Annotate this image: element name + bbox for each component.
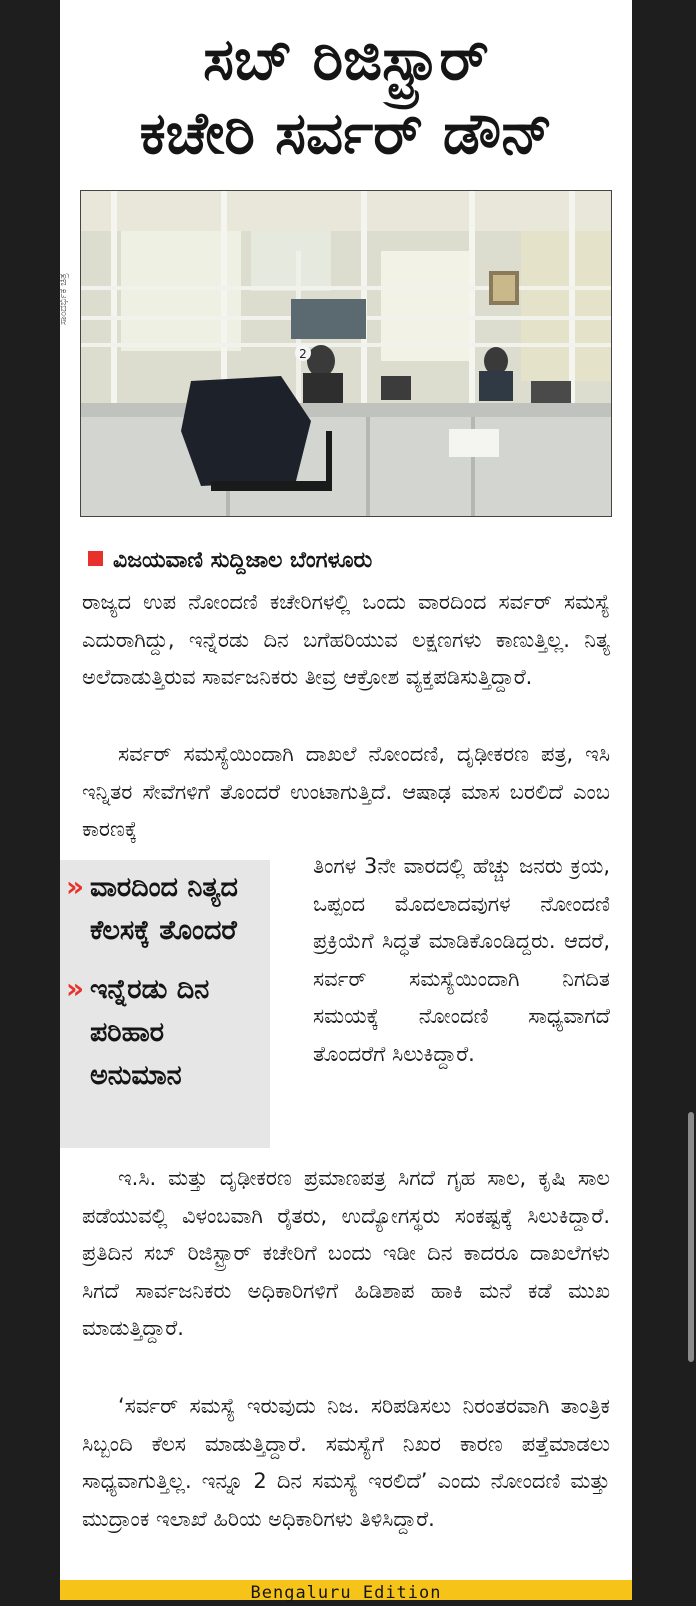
photo-credit: ಸಾಂದರ್ಭಿಕ ಚಿತ್ರ: [58, 273, 69, 325]
pullquote-text: ವಾರದಿಂದ ನಿತ್ಯದ ಕೆಲಸಕ್ಕೆ ತೊಂದರೆ: [90, 872, 238, 946]
paragraph-4: ‘ಸರ್ವರ್ ಸಮಸ್ಯೆ ಇರುವುದು ನಿಜ. ಸರಿಪಡಿಸಲು ನಿರಂತರವಾಗಿ ತಾಂತ್ರಿಕ ಸಿಬ್ಬಂದಿ ಕೆಲಸ ಮಾಡುತ್ತಿದ್ದಾರೆ. ಸಮಸ್ಯೆಗೆ ನಿಖರ ಕಾರಣ ಪತ್ತೆಮಾಡಲು ಸಾಧ್ಯವಾಗುತ್ತಿಲ್ಲ. ಇನ್ನೂ 2 ದಿನ ಸಮಸ್ಯೆ ಇರಲಿದೆ’ ಎಂದು ನೋಂದಣಿ ಮತ್ತು ಮುದ್ರಾಂಕ ಇಲಾಖೆ ಹಿರಿಯ ಅಧಿಕಾರಿಗಳು ತಿಳಿಸಿದ್ದಾರೆ.: [82, 1394, 610, 1531]
dateline: [88, 548, 372, 578]
headline-line-2: ಕಚೇರಿ ಸರ್ವರ್ ಡೌನ್: [139, 99, 553, 167]
paragraph-1: ರಾಜ್ಯದ ಉಪ ನೋಂದಣಿ ಕಚೇರಿಗಳಲ್ಲಿ ಒಂದು ವಾರದಿಂದ ಸರ್ವರ್ ಸಮಸ್ಯೆ ಎದುರಾಗಿದ್ದು, ಇನ್ನೆರಡು ದಿನ ಬಗೆಹರಿಯುವ ಲಕ್ಷಣಗಳು ಕಾಣುತ್ತಿಲ್ಲ. ನಿತ್ಯ ಅಲೆದಾಡುತ್ತಿರುವ ಸಾರ್ವಜನಿಕರು ತೀವ್ರ ಆಕ್ರೋಶ ವ್ಯಕ್ತಪಡಿಸುತ್ತಿದ್ದಾರೆ.: [82, 590, 610, 689]
pullquote-box: [60, 860, 270, 1148]
chevron-right-icon: »: [66, 870, 85, 903]
newspaper-clipping: [58, 0, 632, 1603]
chevron-right-icon: »: [66, 972, 85, 1005]
edition-footer: [60, 1580, 632, 1603]
paragraph-2-continued: ತಿಂಗಳ 3ನೇ ವಾರದಲ್ಲಿ ಹೆಚ್ಚು ಜನರು ಕ್ರಯ, ಒಪ್ಪಂದ ಮೊದಲಾದವುಗಳ ನೋಂದಣಿ ಪ್ರಕ್ರಿಯೆಗೆ ಸಿದ್ಧತೆ ಮಾಡಿಕೊಂಡಿದ್ದರು. ಆದರೆ, ಸರ್ವರ್ ಸಮಸ್ಯೆಯಿಂದಾಗಿ ನಿಗದಿತ ಸಮಯಕ್ಕೆ ನೋಂದಣಿ ಸಾಧ್ಯವಾಗದೆ ತೊಂದರೆಗೆ ಸಿಲುಕಿದ್ದಾರೆ.: [313, 854, 610, 1066]
pullquote-item: [66, 866, 262, 952]
office-photo-illustration: [81, 191, 611, 516]
pullquote-text: ಇನ್ನೆರಡು ದಿನ ಪರಿಹಾರ ಅನುಮಾನ: [90, 974, 210, 1091]
paragraph-2: ಸರ್ವರ್ ಸಮಸ್ಯೆಯಿಂದಾಗಿ ದಾಖಲೆ ನೋಂದಣಿ, ದೃಢೀಕರಣ ಪತ್ರ, ಇಸಿ ಇನ್ನಿತರ ಸೇವೆಗಳಿಗೆ ತೊಂದರೆ ಉಂಟಾಗುತ್ತಿದೆ. ಆಷಾಢ ಮಾಸ ಬರಲಿದೆ ಎಂಬ ಕಾರಣಕ್ಕೆ: [82, 742, 610, 841]
headline-line-1: ಸಬ್ ರಿಜಿಸ್ಟ್ರಾರ್: [203, 25, 489, 93]
scrollbar[interactable]: [688, 1112, 694, 1362]
edition-label: Bengaluru Edition: [250, 1583, 442, 1603]
office-photo: [80, 190, 612, 517]
dateline-text: ವಿಜಯವಾಣಿ ಸುದ್ದಿಜಾಲ ಬೆಂಗಳೂರು: [113, 548, 373, 573]
paragraph-3: ಇ.ಸಿ. ಮತ್ತು ದೃಢೀಕರಣ ಪ್ರಮಾಣಪತ್ರ ಸಿಗದೆ ಗೃಹ ಸಾಲ, ಕೃಷಿ ಸಾಲ ಪಡೆಯುವಲ್ಲಿ ವಿಳಂಬವಾಗಿ ರೈತರು, ಉದ್ಯೋಗಸ್ಥರು ಸಂಕಷ್ಟಕ್ಕೆ ಸಿಲುಕಿದ್ದಾರೆ. ಪ್ರತಿದಿನ ಸಬ್ ರಿಜಿಸ್ಟ್ರಾರ್ ಕಚೇರಿಗೆ ಬಂದು ಇಡೀ ದಿನ ಕಾದರೂ ದಾಖಲೆಗಳು ಸಿಗದೆ ಸಾರ್ವಜನಿಕರು ಅಧಿಕಾರಿಗಳಿಗೆ ಹಿಡಿಶಾಪ ಹಾಕಿ ಮನೆ ಕಡೆ ಮುಖ ಮಾಡುತ್ತಿದ್ದಾರೆ.: [82, 1166, 610, 1340]
dateline-square-icon: [88, 551, 103, 566]
counter-number: 2: [299, 347, 307, 361]
pullquote-item: [66, 968, 262, 1097]
headline: [60, 22, 632, 170]
